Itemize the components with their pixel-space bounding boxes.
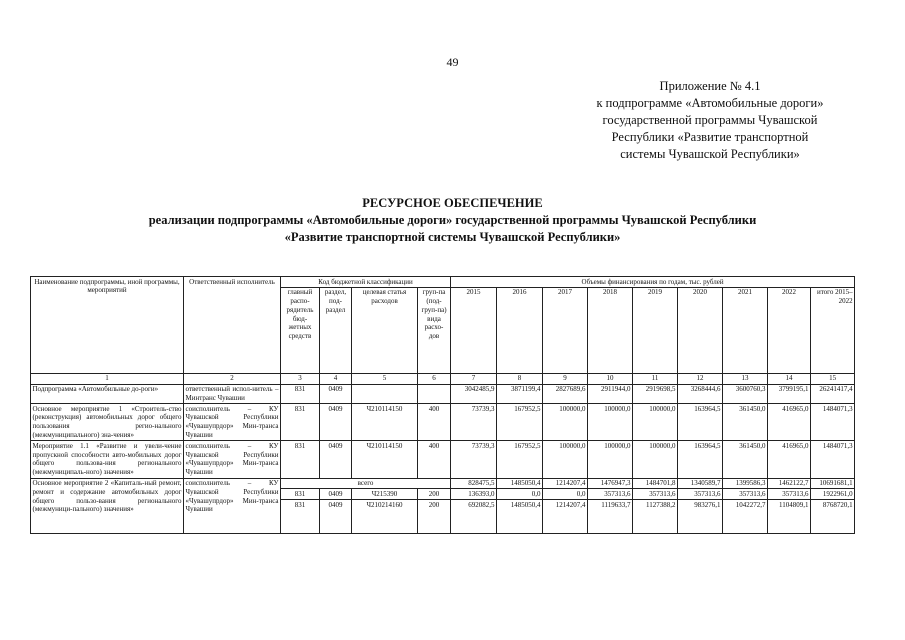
column-number: 7	[451, 373, 497, 384]
row-value: 1485050,4	[497, 500, 543, 534]
row-value: 167952,5	[497, 441, 543, 478]
row-value: 3268444,6	[678, 384, 723, 404]
column-number: 1	[31, 373, 184, 384]
row-value: 0,0	[497, 489, 543, 500]
row-group: 400	[418, 441, 451, 478]
row-grbs: 831	[281, 489, 320, 500]
row-value: 3799195,1	[768, 384, 811, 404]
row-target: Ч210114150	[352, 404, 418, 441]
header-year: 2015	[451, 287, 497, 373]
row-value: 163964,5	[678, 441, 723, 478]
row-value: 357313,6	[723, 489, 768, 500]
row-value: 3871199,4	[497, 384, 543, 404]
row-value: 2911944,0	[588, 384, 633, 404]
header-target-item: целевая статья расходов	[352, 287, 418, 373]
table-row	[31, 384, 855, 404]
row-executor: соисполнитель – КУ Чувашской Республики «Чувашупрдор» Мин-транса Чувашии	[185, 404, 279, 440]
column-number: 10	[588, 373, 633, 384]
row-group: 400	[418, 404, 451, 441]
row-value: 1340589,7	[678, 478, 723, 489]
column-number: 8	[497, 373, 543, 384]
appendix-block	[540, 78, 880, 163]
row-section: 0409	[320, 441, 352, 478]
column-number-row	[31, 373, 855, 384]
row-value: 1476947,3	[588, 478, 633, 489]
page-number: 49	[446, 55, 459, 69]
row-value: 3600760,3	[723, 384, 768, 404]
row-target: Ч210114150	[352, 441, 418, 478]
row-executor: ответственный испол-нитель – Минтранс Чувашии	[185, 385, 279, 402]
row-name: Основное мероприятие 2 «Капиталь-ный ремонт, ремонт и содержание автомобильных дорог общего пользо-вания регионального (межмуници-пального) значения»	[31, 478, 184, 534]
header-year: 2019	[633, 287, 678, 373]
header-year: 2017	[543, 287, 588, 373]
row-target: Ч210214160	[352, 500, 418, 534]
row-value: 1042272,7	[723, 500, 768, 534]
row-value: 73739,3	[451, 404, 497, 441]
row-value: 1484071,3	[811, 441, 855, 478]
column-number: 12	[678, 373, 723, 384]
row-value: 1485050,4	[497, 478, 543, 489]
row-value: 100000,0	[588, 441, 633, 478]
header-section: раздел, под-раздел	[320, 287, 352, 373]
row-value: 1484071,3	[811, 404, 855, 441]
appendix-line: Республики «Развитие транспортной	[611, 130, 809, 144]
table-row-group-total	[31, 478, 855, 489]
table-row	[31, 441, 855, 478]
column-number: 2	[184, 373, 281, 384]
row-target	[352, 384, 418, 404]
row-value: 163964,5	[678, 404, 723, 441]
row-value: 1484701,8	[633, 478, 678, 489]
row-name: Мероприятие 1.1 «Развитие и увели-чение пропускной способности авто-мобильных дорог общего пользова-ния регионального (межмуниципаль-ного) значения»	[32, 441, 182, 477]
row-value: 357313,6	[633, 489, 678, 500]
row-target: Ч215390	[352, 489, 418, 500]
row-value: 26241417,4	[811, 384, 855, 404]
table-row	[31, 404, 855, 441]
row-name: Подпрограмма «Автомобильные до-роги»	[31, 384, 184, 404]
column-number: 3	[281, 373, 320, 384]
row-value: 1399586,3	[723, 478, 768, 489]
appendix-line: к подпрограмме «Автомобильные дороги»	[596, 96, 824, 110]
column-number: 15	[811, 373, 855, 384]
row-value: 357313,6	[588, 489, 633, 500]
appendix-line: Приложение № 4.1	[659, 79, 761, 93]
header-year: 2021	[723, 287, 768, 373]
row-value: 1127388,2	[633, 500, 678, 534]
header-name: Наименование подпрограммы, иной программы, мероприятий	[31, 277, 184, 374]
header-total: итого 2015–2022	[811, 287, 855, 373]
row-value: 100000,0	[588, 404, 633, 441]
header-year: 2022	[768, 287, 811, 373]
document-title	[0, 195, 905, 246]
column-number: 5	[352, 373, 418, 384]
row-value: 136393,0	[451, 489, 497, 500]
header-chief-admin: главный распо-рядитель бюд-жетных средств	[281, 287, 320, 373]
row-value: 361450,0	[723, 404, 768, 441]
table-header-row	[31, 277, 855, 288]
row-value: 828475,5	[451, 478, 497, 489]
header-financing: Объемы финансирования по годам, тыс. рублей	[451, 277, 855, 288]
row-value: 2919698,5	[633, 384, 678, 404]
row-value: 1922961,0	[811, 489, 855, 500]
row-value: 1119633,7	[588, 500, 633, 534]
row-grbs: 831	[281, 441, 320, 478]
row-value: 416965,0	[768, 404, 811, 441]
row-grbs: 831	[281, 404, 320, 441]
appendix-line: государственной программы Чувашской	[602, 113, 818, 127]
row-group	[418, 384, 451, 404]
title-line-2: реализации подпрограммы «Автомобильные дороги» государственной программы Чувашской Республики	[148, 213, 757, 227]
header-group: груп-па (под-груп-па) вида расхо-дов	[418, 287, 451, 373]
row-value: 357313,6	[768, 489, 811, 500]
row-value: 983276,1	[678, 500, 723, 534]
row-value: 361450,0	[723, 441, 768, 478]
row-value: 692082,5	[451, 500, 497, 534]
row-value: 100000,0	[633, 441, 678, 478]
column-number: 6	[418, 373, 451, 384]
row-total-label: всего	[281, 478, 451, 489]
row-value: 357313,6	[678, 489, 723, 500]
column-number: 4	[320, 373, 352, 384]
row-value: 2827689,6	[543, 384, 588, 404]
row-section: 0409	[320, 500, 352, 534]
column-number: 13	[723, 373, 768, 384]
header-year: 2018	[588, 287, 633, 373]
row-section: 0409	[320, 404, 352, 441]
column-number: 9	[543, 373, 588, 384]
row-group: 200	[418, 500, 451, 534]
row-name: Основное мероприятие 1 «Строитель-ство (реконструкция) автомобильных дорог общего пользования регио-нального (межмуниципального) зна-чения»	[32, 404, 182, 440]
row-executor: соисполнитель – КУ Чувашской Республики «Чувашупрдор» Мин-транса Чувашии	[184, 478, 281, 534]
row-value: 100000,0	[633, 404, 678, 441]
row-executor: соисполнитель – КУ Чувашской Республики «Чувашупрдор» Мин-транса Чувашии	[185, 441, 279, 477]
row-value: 1462122,7	[768, 478, 811, 489]
row-value: 0,0	[543, 489, 588, 500]
title-line-3: «Развитие транспортной системы Чувашской Республики»	[284, 230, 621, 244]
header-year: 2020	[678, 287, 723, 373]
row-value: 167952,5	[497, 404, 543, 441]
column-number: 14	[768, 373, 811, 384]
header-budget-code: Код бюджетной классификации	[281, 277, 451, 288]
row-grbs: 831	[281, 384, 320, 404]
header-executor: Ответственный исполнитель	[184, 277, 281, 374]
row-value: 1214207,4	[543, 500, 588, 534]
row-value: 1104809,1	[768, 500, 811, 534]
row-value: 73739,3	[451, 441, 497, 478]
row-grbs: 831	[281, 500, 320, 534]
row-section: 0409	[320, 489, 352, 500]
column-number: 11	[633, 373, 678, 384]
resource-table	[30, 276, 855, 534]
row-value: 100000,0	[543, 441, 588, 478]
row-value: 10691681,1	[811, 478, 855, 489]
row-value: 1214207,4	[543, 478, 588, 489]
row-section: 0409	[320, 384, 352, 404]
header-year: 2016	[497, 287, 543, 373]
row-value: 8768720,1	[811, 500, 855, 534]
title-line-1: РЕСУРСНОЕ ОБЕСПЕЧЕНИЕ	[362, 196, 543, 210]
row-value: 416965,0	[768, 441, 811, 478]
appendix-line: системы Чувашской Республики»	[620, 147, 800, 161]
row-value: 100000,0	[543, 404, 588, 441]
row-value: 3042485,9	[451, 384, 497, 404]
row-group: 200	[418, 489, 451, 500]
